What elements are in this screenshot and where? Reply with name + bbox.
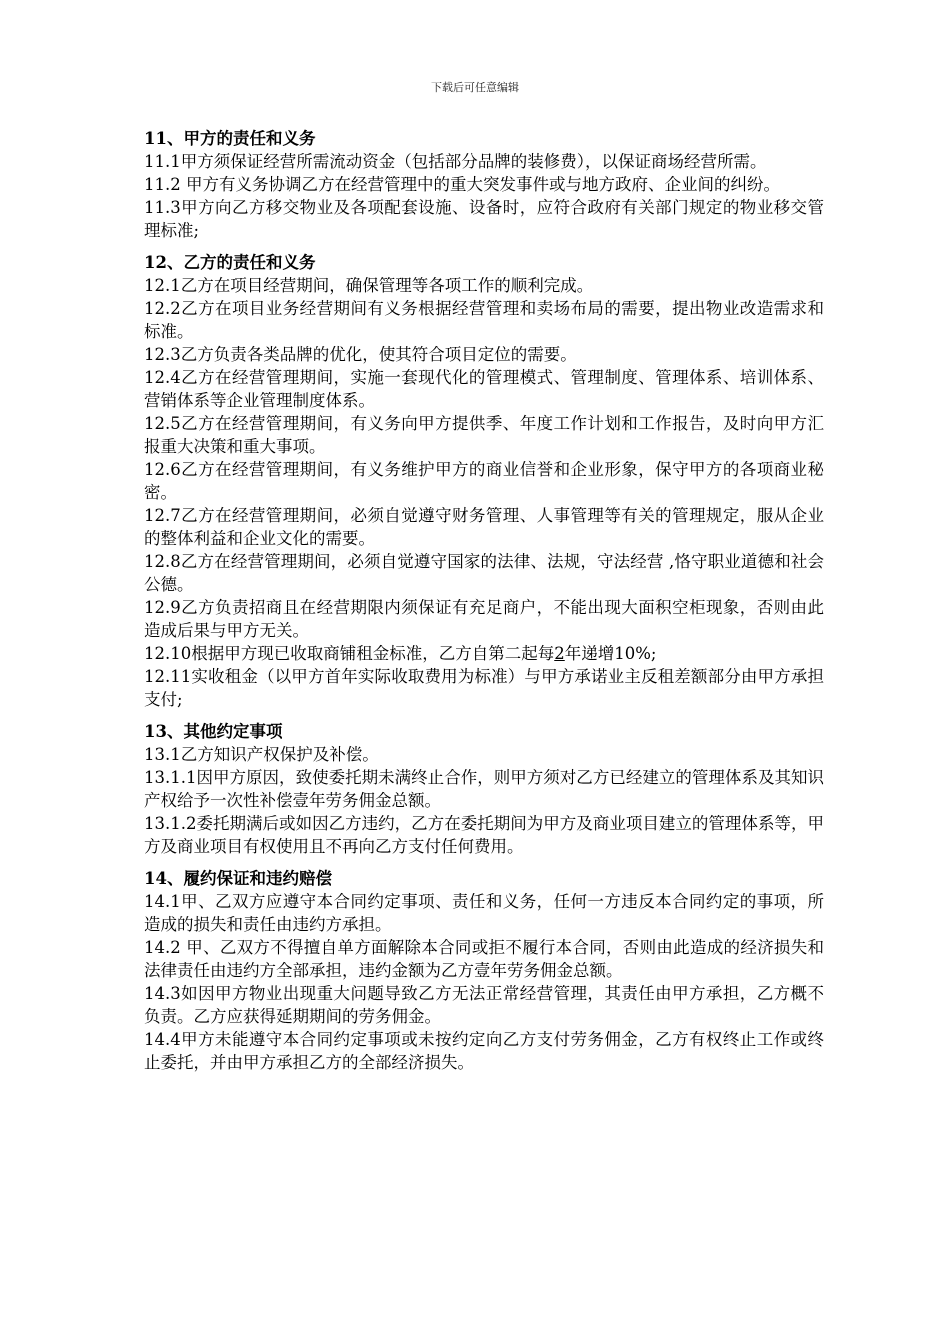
clause-12-3: 12.3乙方负责各类品牌的优化，使其符合项目定位的需要。 (144, 345, 577, 364)
clause-12-8: 12.8乙方在经营管理期间，必须自觉遵守国家的法律、法规，守法经营 ,恪守职业道德和社会公德。 (144, 552, 824, 594)
clause-11-2: 11.2 甲方有义务协调乙方在经营管理中的重大突发事件或与地方政府、企业间的纠纷。 (144, 175, 780, 194)
section-title: 14、履约保证和违约赔偿 (144, 869, 332, 888)
clause-12-6: 12.6乙方在经营管理期间，有义务维护甲方的商业信誉和企业形象，保守甲方的各项商业秘密。 (144, 460, 824, 502)
section-12 (144, 251, 824, 711)
clause-12-2: 12.2乙方在项目业务经营期间有义务根据经营管理和卖场布局的需要，提出物业改造需求和标准。 (144, 299, 824, 341)
clause-14-2: 14.2 甲、乙双方不得擅自单方面解除本合同或拒不履行本合同，否则由此造成的经济损失和法律责任由违约方全部承担，违约金额为乙方壹年劳务佣金总额。 (144, 938, 824, 980)
section-title: 13、其他约定事项 (144, 722, 283, 741)
clause-12-5: 12.5乙方在经营管理期间，有义务向甲方提供季、年度工作计划和工作报告，及时向甲方汇报重大决策和重大事项。 (144, 414, 824, 456)
document-body (144, 127, 824, 1083)
clause-14-3: 14.3如因甲方物业出现重大问题导致乙方无法正常经营管理，其责任由甲方承担，乙方概不负责。乙方应获得延期期间的劳务佣金。 (144, 984, 824, 1026)
page-header: 下载后可任意编辑 (431, 81, 519, 94)
clause-14-4: 14.4甲方未能遵守本合同约定事项或未按约定向乙方支付劳务佣金，乙方有权终止工作或终止委托，并由甲方承担乙方的全部经济损失。 (144, 1030, 824, 1072)
clause-text: 年递增10%; (564, 644, 657, 663)
clause-13-1: 13.1乙方知识产权保护及补偿。 (144, 745, 379, 764)
clause-11-3: 11.3甲方向乙方移交物业及各项配套设施、设备时，应符合政府有关部门规定的物业移交管理标准; (144, 198, 824, 240)
clause-11-1: 11.1甲方须保证经营所需流动资金（包括部分品牌的装修费），以保证商场经营所需。 (144, 152, 767, 171)
section-11 (144, 127, 824, 242)
clause-13-1-2: 13.1.2委托期满后或如因乙方违约，乙方在委托期间为甲方及商业项目建立的管理体系等，甲方及商业项目有权使用且不再向乙方支付任何费用。 (144, 814, 824, 856)
clause-text: 12.10根据甲方现已收取商铺租金标准，乙方自第二起每 (144, 644, 555, 663)
section-14 (144, 867, 824, 1074)
clause-12-9: 12.9乙方负责招商且在经营期限内须保证有充足商户，不能出现大面积空柜现象，否则由此造成后果与甲方无关。 (144, 598, 824, 640)
clause-13-1-1: 13.1.1因甲方原因，致使委托期未满终止合作，则甲方须对乙方已经建立的管理体系及其知识产权给予一次性补偿壹年劳务佣金总额。 (144, 768, 824, 810)
clause-12-1: 12.1乙方在项目经营期间，确保管理等各项工作的顺利完成。 (144, 276, 594, 295)
section-title: 11、甲方的责任和义务 (144, 129, 316, 148)
underlined-number: 2 (554, 644, 565, 663)
clause-12-4: 12.4乙方在经营管理期间，实施一套现代化的管理模式、管理制度、管理体系、培训体系、营销体系等企业管理制度体系。 (144, 368, 824, 410)
section-title: 12、乙方的责任和义务 (144, 253, 316, 272)
section-13 (144, 720, 824, 858)
clause-12-10 (144, 642, 824, 665)
clause-12-7: 12.7乙方在经营管理期间，必须自觉遵守财务管理、人事管理等有关的管理规定，服从企业的整体利益和企业文化的需要。 (144, 506, 824, 548)
clause-12-11: 12.11实收租金（以甲方首年实际收取费用为标准）与甲方承诺业主反租差额部分由甲方承担支付; (144, 667, 824, 709)
clause-14-1: 14.1甲、乙双方应遵守本合同约定事项、责任和义务，任何一方违反本合同约定的事项，所造成的损失和责任由违约方承担。 (144, 892, 824, 934)
